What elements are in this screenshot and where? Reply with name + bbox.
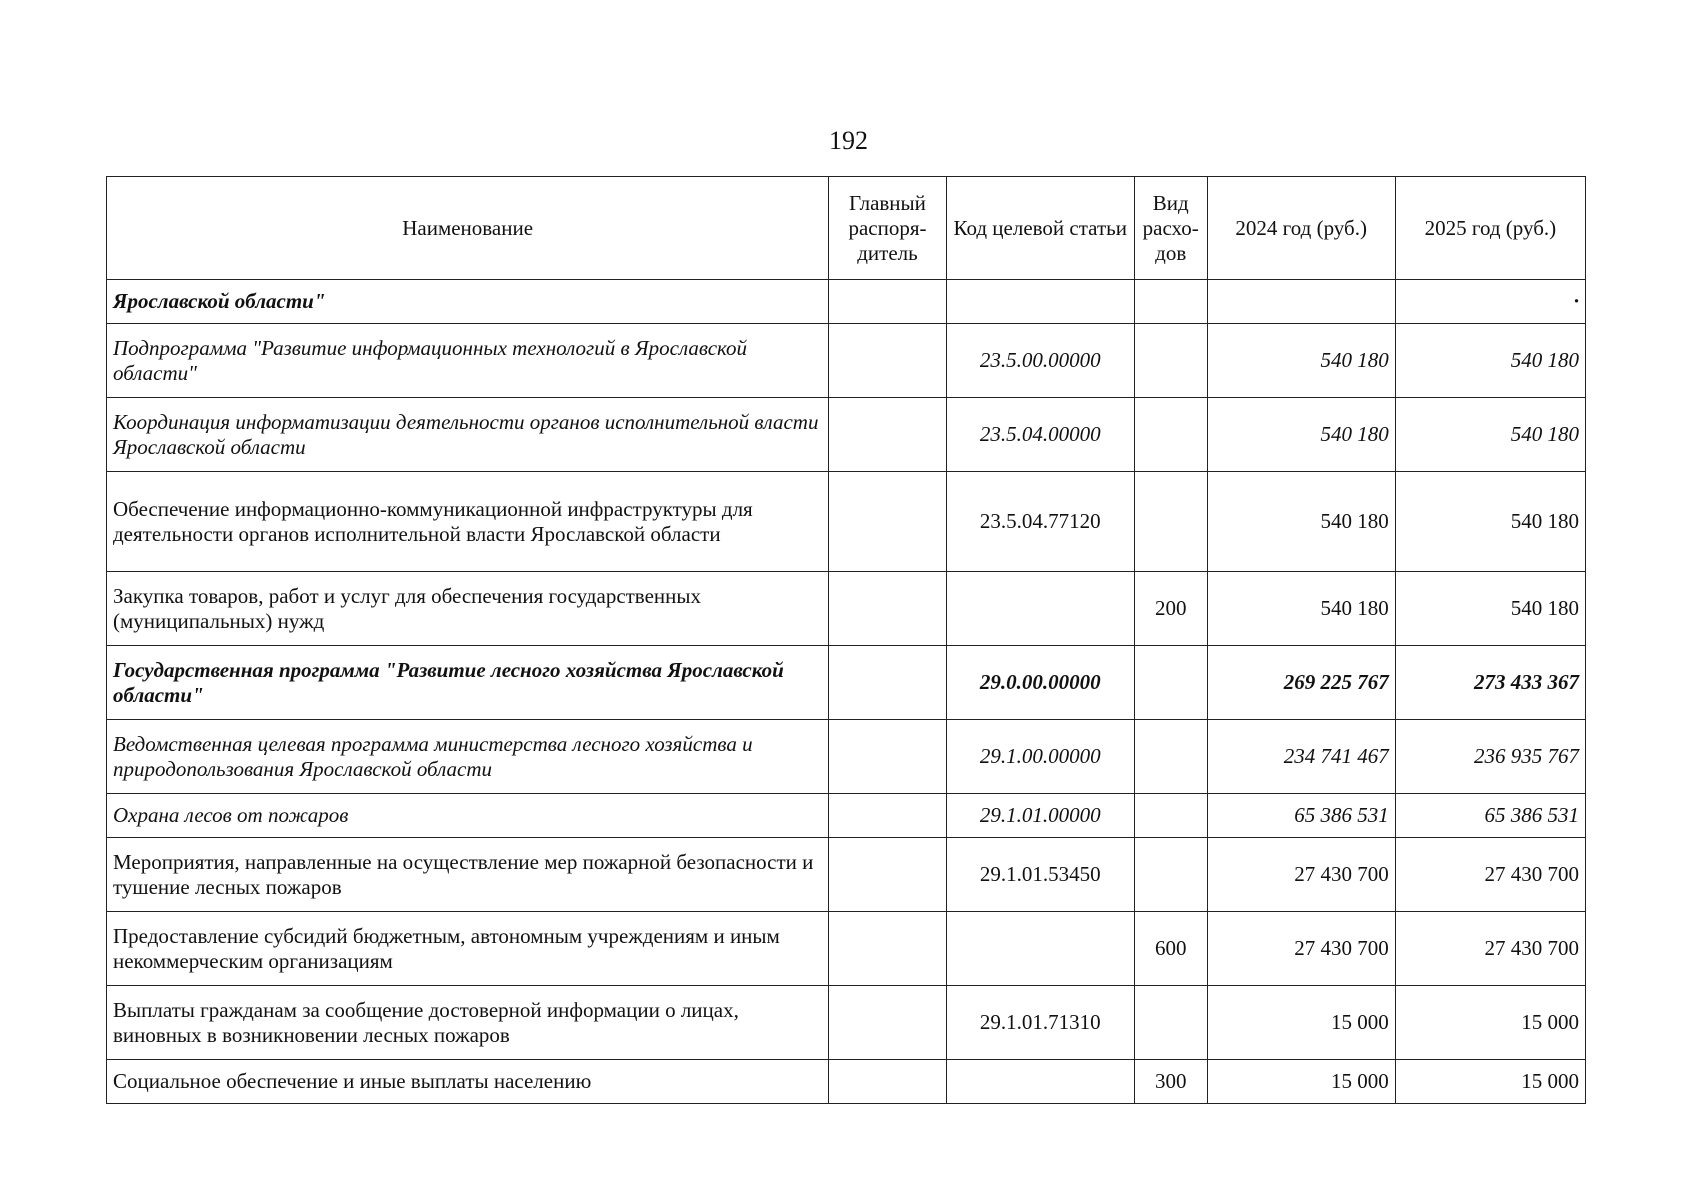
row-2025: 540 180 [1395,398,1585,472]
row-name: Ярославской области" [107,280,829,324]
row-2024: 27 430 700 [1207,838,1395,912]
row-name: Закупка товаров, работ и услуг для обеспечения государственных (муниципальных) нужд [107,572,829,646]
row-name: Выплаты гражданам за сообщение достоверной информации о лицах, виновных в возникновении лесных пожаров [107,986,829,1060]
row-manager [829,324,946,398]
header-2024: 2024 год (руб.) [1207,177,1395,280]
row-code: 29.1.01.00000 [946,794,1134,838]
row-code [946,1060,1134,1104]
row-2025: 15 000 [1395,1060,1585,1104]
row-type: 300 [1134,1060,1207,1104]
header-manager: Главный распоря-дитель [829,177,946,280]
row-type: 200 [1134,572,1207,646]
row-2025: · [1395,280,1585,324]
row-type [1134,646,1207,720]
table-row [107,324,1586,398]
table-row [107,720,1586,794]
row-2024: 234 741 467 [1207,720,1395,794]
row-manager [829,1060,946,1104]
table-row [107,912,1586,986]
row-2025: 27 430 700 [1395,838,1585,912]
row-2024: 540 180 [1207,324,1395,398]
row-manager [829,912,946,986]
table-row [107,986,1586,1060]
table-row [107,472,1586,572]
row-manager [829,794,946,838]
row-2025: 540 180 [1395,572,1585,646]
row-2025: 236 935 767 [1395,720,1585,794]
row-type [1134,398,1207,472]
row-code [946,572,1134,646]
row-code: 29.0.00.00000 [946,646,1134,720]
row-2024: 269 225 767 [1207,646,1395,720]
row-type [1134,838,1207,912]
header-name: Наименование [107,177,829,280]
row-2025: 540 180 [1395,472,1585,572]
row-name: Обеспечение информационно-коммуникационной инфраструктуры для деятельности органов исполнительной власти Ярославской области [107,472,829,572]
header-row [107,177,1586,280]
row-name: Охрана лесов от пожаров [107,794,829,838]
row-2025: 65 386 531 [1395,794,1585,838]
row-type [1134,986,1207,1060]
row-2025: 540 180 [1395,324,1585,398]
row-code: 29.1.01.53450 [946,838,1134,912]
row-2024: 15 000 [1207,986,1395,1060]
row-2024: 540 180 [1207,472,1395,572]
row-type [1134,794,1207,838]
table-row [107,794,1586,838]
row-code [946,280,1134,324]
row-name: Предоставление субсидий бюджетным, автономным учреждениям и иным некоммерческим организациям [107,912,829,986]
row-manager [829,646,946,720]
row-code: 23.5.04.00000 [946,398,1134,472]
row-2024: 540 180 [1207,572,1395,646]
table-row [107,280,1586,324]
row-2024: 540 180 [1207,398,1395,472]
row-manager [829,572,946,646]
row-manager [829,838,946,912]
row-2024 [1207,280,1395,324]
row-name: Мероприятия, направленные на осуществление мер пожарной безопасности и тушение лесных пожаров [107,838,829,912]
table-row [107,646,1586,720]
row-type: 600 [1134,912,1207,986]
row-name: Государственная программа "Развитие лесного хозяйства Ярославской области" [107,646,829,720]
row-code: 29.1.00.00000 [946,720,1134,794]
table-row [107,572,1586,646]
row-manager [829,720,946,794]
row-name: Ведомственная целевая программа министерства лесного хозяйства и природопользования Ярославской области [107,720,829,794]
table-row [107,838,1586,912]
row-manager [829,986,946,1060]
header-type: Вид расхо-дов [1134,177,1207,280]
row-type [1134,280,1207,324]
table-row [107,1060,1586,1104]
row-name: Подпрограмма "Развитие информационных технологий в Ярославской области" [107,324,829,398]
row-code: 29.1.01.71310 [946,986,1134,1060]
row-type [1134,324,1207,398]
row-2025: 273 433 367 [1395,646,1585,720]
header-2025: 2025 год (руб.) [1395,177,1585,280]
row-type [1134,720,1207,794]
row-manager [829,472,946,572]
row-2025: 15 000 [1395,986,1585,1060]
row-name: Координация информатизации деятельности органов исполнительной власти Ярославской области [107,398,829,472]
row-code: 23.5.04.77120 [946,472,1134,572]
row-code [946,912,1134,986]
budget-table [106,176,1586,1104]
page-number: 192 [829,126,868,155]
row-type [1134,472,1207,572]
row-manager [829,398,946,472]
row-2024: 27 430 700 [1207,912,1395,986]
header-code: Код целевой статьи [946,177,1134,280]
table-row [107,398,1586,472]
row-2024: 65 386 531 [1207,794,1395,838]
row-code: 23.5.00.00000 [946,324,1134,398]
row-manager [829,280,946,324]
row-2025: 27 430 700 [1395,912,1585,986]
row-2024: 15 000 [1207,1060,1395,1104]
row-name: Социальное обеспечение и иные выплаты населению [107,1060,829,1104]
